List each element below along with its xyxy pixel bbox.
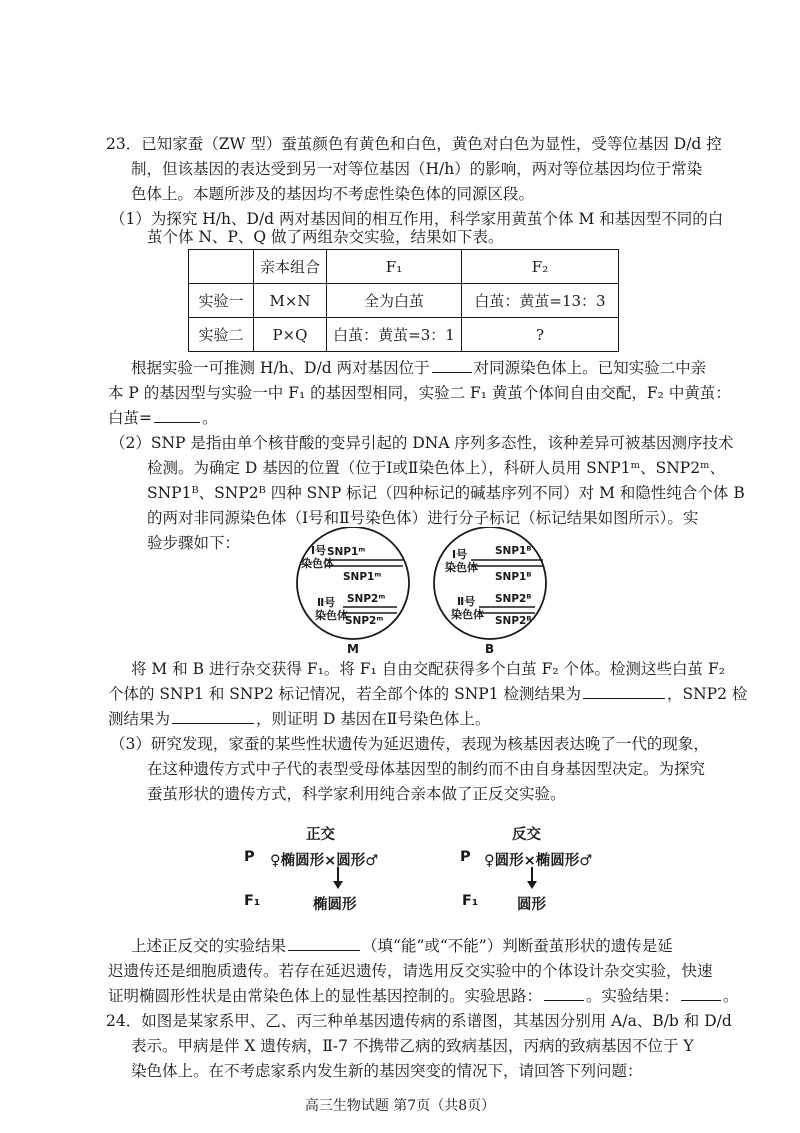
q23-line-2: 制，但该基因的表达受到另一对等位基因（H/h）的影响，两对等位基因均位于常染 [131, 160, 703, 178]
table-header-cell: 亲本组合 [254, 250, 327, 284]
table-row [189, 318, 619, 352]
q23-p3-line-3: 蚕茧形状的遗传方式，科学家利用纯合亲本做了正反交实验。 [147, 785, 566, 803]
q23-p1-after-line-3 [108, 407, 218, 429]
forward-cross-p: P [244, 849, 255, 865]
chromosome-label: Ⅱ号 [457, 595, 476, 608]
forward-cross-f1: F₁ [244, 893, 261, 909]
text-segment: 对同源染色体上。已知实验二中亲 [473, 359, 707, 377]
snp-label: SNP1ᴮ [495, 571, 532, 583]
text-segment: 白茧= [108, 409, 152, 427]
table-cell: 实验二 [189, 318, 254, 352]
q23-line-3: 色体上。本题所涉及的基因均不考虑性染色体的同源区段。 [131, 185, 535, 203]
table-header-cell: F₂ [462, 250, 619, 284]
snp-label: SNP2ᴮ [495, 593, 532, 605]
snp-label: SNP2ᵐ [345, 615, 384, 627]
table-cell: 白茧：黄茧=13：3 [462, 284, 619, 318]
reverse-cross-title: 反交 [512, 827, 541, 843]
answer-blank-2[interactable] [154, 408, 200, 423]
answer-blank-5[interactable] [288, 936, 360, 951]
text-segment: ，则证明 D 基因在Ⅱ号染色体上。 [256, 710, 491, 728]
page-footer: 高三生物试题 第7页（共8页） [304, 1098, 496, 1114]
q23-p1-after-line-1 [131, 357, 706, 379]
snp-label: SNP1ᴮ [495, 545, 532, 557]
table-row [189, 284, 619, 318]
snp-label: SNP2ᵐ [347, 593, 386, 605]
table-header-cell: F₁ [327, 250, 462, 284]
forward-arrow-icon [331, 866, 345, 890]
text-segment: 。 [202, 409, 218, 427]
text-segment: 。实验结果： [586, 987, 680, 1005]
table-cell: ? [462, 318, 619, 352]
table-cell: M×N [254, 284, 327, 318]
chromosome-label: 染色体 [315, 609, 348, 622]
table-header-row [189, 250, 619, 284]
q24-line-1: 24．如图是某家系甲、乙、丙三种单基因遗传病的系谱图，其基因分别用 A/a、B/b 和 D/d [106, 1012, 732, 1030]
chromosome-label: Ⅱ号 [317, 596, 336, 609]
q23-p2-after-line-3 [108, 708, 490, 730]
q23-line-1: 23．已知家蚕（ZW 型）蚕茧颜色有黄色和白色，黄色对白色为显性，受等位基因 D/d 控 [106, 135, 722, 153]
chromosome-label: 染色体 [301, 557, 334, 570]
reverse-cross-result: 圆形 [517, 897, 546, 913]
q23-p3-after-line-2: 迟遗传还是细胞质遗传。若存在延迟遗传，请选用反交实验中的个体设计杂交实验，快速 [108, 962, 713, 980]
chromosome-label: Ⅰ号 [311, 544, 327, 557]
text-segment: 个体的 SNP1 和 SNP2 标记情况，若全部个体的 SNP1 检测结果为 [108, 685, 581, 703]
chromosome-label: 染色体 [451, 608, 484, 621]
experiment-table [188, 249, 619, 352]
reverse-arrow-icon [525, 866, 539, 890]
snp-label: SNP1ᵐ [343, 571, 382, 583]
text-segment: 证明椭圆形性状是由常染色体上的显性基因控制的。实验思路： [108, 987, 543, 1005]
text-segment: ，SNP2 检 [666, 685, 748, 703]
q23-p3-line-2: 在这种遗传方式中子代的表型受母体基因型的制约而不由自身基因型决定。为探究 [147, 760, 706, 778]
q23-p1-line-2: 茧个体 N、P、Q 做了两组杂交实验，结果如下表。 [147, 228, 504, 246]
forward-cross-result: 椭圆形 [313, 897, 357, 913]
text-segment: 根据实验一可推测 H/h、D/d 两对基因位于 [131, 359, 430, 377]
q23-p1-after-line-2: 本 P 的基因型与实验一中 F₁ 的基因型相同，实验二 F₁ 黄茧个体间自由交配，F₂ 中黄茧： [108, 384, 731, 402]
table-cell: 实验一 [189, 284, 254, 318]
chromosome-label: Ⅰ号 [452, 548, 468, 561]
answer-blank-6[interactable] [544, 986, 584, 1001]
q24-line-2: 表示。甲病是伴 X 遗传病，Ⅱ-7 不携带乙病的致病基因，丙病的致病基因不位于 Y [131, 1037, 694, 1055]
answer-blank-3[interactable] [583, 684, 665, 699]
cell-B-label: B [485, 642, 495, 656]
chromosome-label: 染色体 [445, 561, 478, 574]
snp-label: SNP2ᴮ [495, 615, 532, 627]
text-segment: （填“能”或“不能”）判断蚕茧形状的遗传是延 [362, 937, 673, 955]
q23-p2-line-5: 验步骤如下： [147, 534, 241, 552]
snp-label: SNP1ᵐ [327, 546, 366, 558]
text-segment: 测结果为 [108, 710, 171, 728]
text-segment: 上述正反交的实验结果 [131, 937, 287, 955]
snp-chromosome-figure [285, 527, 560, 657]
q23-p2-line-4: 的两对非同源染色体（Ⅰ号和Ⅱ号染色体）进行分子标记（标记结果如图所示）。实 [147, 509, 699, 527]
cell-M-label: M [347, 642, 359, 656]
q24-line-3: 染色体上。在不考虑家系内发生新的基因突变的情况下，请回答下列问题： [131, 1062, 643, 1080]
q23-p2-line-3: SNP1ᴮ、SNP2ᴮ 四种 SNP 标记（四种标记的碱基序列不同）对 M 和隐性纯合个体 B [147, 484, 745, 502]
table-header-cell [189, 250, 254, 284]
q23-p2-after-line-1: 将 M 和 B 进行杂交获得 F₁。将 F₁ 自由交配获得多个白茧 F₂ 个体。检测这些白茧 F₂ [131, 660, 725, 678]
q23-p3-line-1: （3）研究发现，家蚕的某些性状遗传为延迟遗传，表现为核基因表达晚了一代的现象， [110, 735, 709, 753]
reverse-cross-f1: F₁ [462, 893, 479, 909]
q23-p3-after-line-3 [108, 985, 739, 1007]
forward-cross-parents: ♀椭圆形×圆形♂ [270, 853, 379, 869]
q23-p2-line-2: 检测。为确定 D 基因的位置（位于Ⅰ或Ⅱ染色体上），科研人员用 SNP1ᵐ、SNP2ᵐ、 [147, 459, 726, 477]
q23-p2-line-1: （2）SNP 是指由单个核苷酸的变异引起的 DNA 序列多态性，该种差异可被基因测序技术 [110, 434, 734, 452]
q23-p3-after-line-1 [131, 935, 673, 957]
answer-blank-4[interactable] [172, 709, 254, 724]
q23-p2-after-line-2 [108, 683, 747, 705]
q23-p1-line-1: （1）为探究 H/h、D/d 两对基因间的相互作用，科学家用黄茧个体 M 和基因型不同的白 [110, 210, 724, 228]
forward-cross-title: 正交 [306, 827, 335, 843]
table-cell: 全为白茧 [327, 284, 462, 318]
table-cell: P×Q [254, 318, 327, 352]
answer-blank-1[interactable] [432, 358, 472, 373]
text-segment: 。 [723, 987, 739, 1005]
reverse-cross-parents: ♀圆形×椭圆形♂ [484, 853, 593, 869]
reverse-cross-p: P [460, 849, 471, 865]
table-cell: 白茧：黄茧=3：1 [327, 318, 462, 352]
answer-blank-7[interactable] [681, 986, 721, 1001]
